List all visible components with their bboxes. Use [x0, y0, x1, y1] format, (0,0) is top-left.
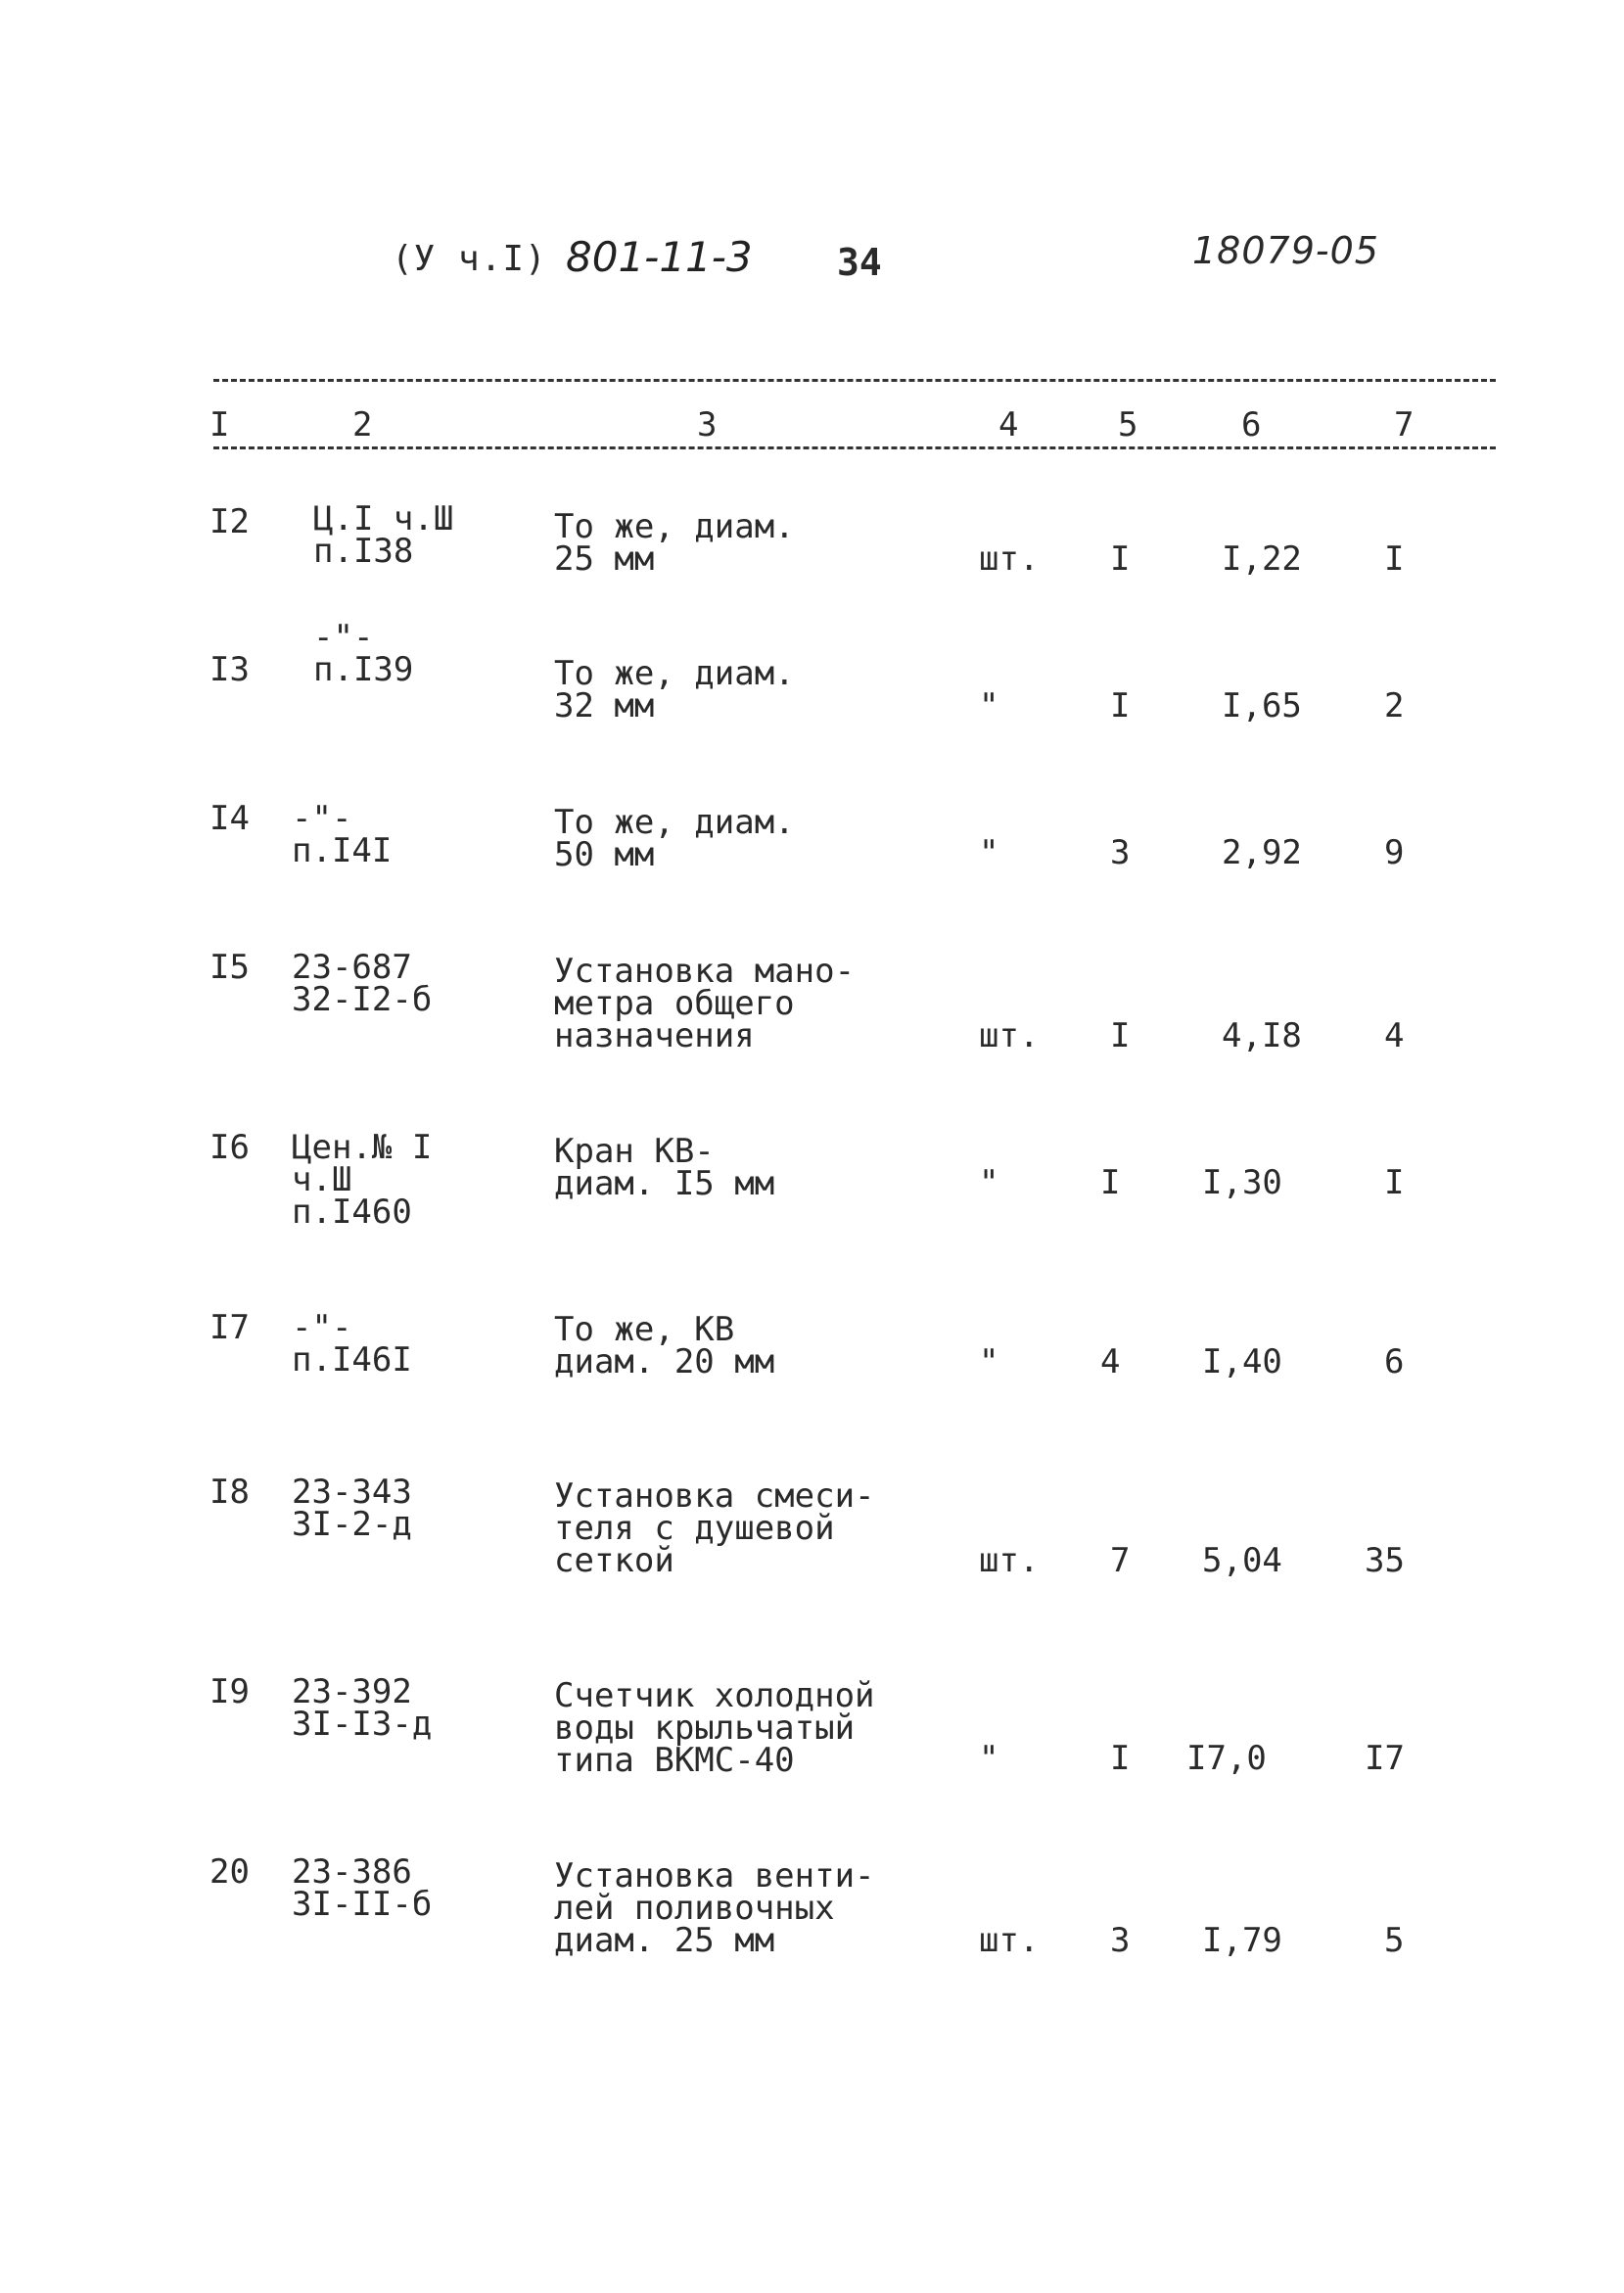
row-reference: -"- п.I46I	[292, 1308, 412, 1380]
row-description: Счетчик холодной воды крыльчатый типа ВКМС-40	[554, 1676, 875, 1780]
row-quantity: I	[1100, 1163, 1121, 1202]
row-total: 2	[1384, 686, 1405, 725]
row-unit-price: 4,I8	[1222, 1016, 1302, 1055]
row-number: I8	[209, 1473, 250, 1512]
row-unit-price: I7,0	[1186, 1739, 1267, 1778]
row-unit: "	[979, 1163, 999, 1202]
column-number-1: I	[209, 405, 230, 445]
row-total: 6	[1384, 1342, 1405, 1381]
document-code: 18079-05	[1192, 229, 1379, 272]
row-quantity: 3	[1110, 1921, 1131, 1960]
row-description: То же, диам. 50 мм	[554, 803, 795, 874]
row-reference: -"- п.I4I	[292, 799, 393, 870]
row-reference: Цен.№ I ч.Ш п.I460	[292, 1128, 433, 1232]
row-unit: шт.	[979, 539, 1040, 579]
row-number: I7	[209, 1308, 250, 1347]
row-reference: -"- п.I39	[313, 618, 414, 689]
row-unit-price: I,65	[1222, 686, 1302, 725]
row-quantity: I	[1110, 686, 1131, 725]
header-volume: (У ч.I)	[392, 239, 547, 279]
row-number: I9	[209, 1672, 250, 1711]
row-total: I	[1384, 1163, 1405, 1202]
row-unit: "	[979, 1739, 999, 1778]
row-unit-price: 5,04	[1202, 1541, 1282, 1580]
row-unit-price: I,22	[1222, 539, 1302, 579]
row-description: Установка смеси- теля с душевой сеткой	[554, 1476, 875, 1580]
row-number: I6	[209, 1128, 250, 1167]
row-number: I3	[209, 650, 250, 689]
table-top-rule	[213, 379, 1496, 382]
row-unit-price: I,30	[1202, 1163, 1282, 1202]
header-handwritten-number: 801-11-3	[566, 233, 753, 281]
row-unit: "	[979, 833, 999, 872]
row-quantity: I	[1110, 539, 1131, 579]
row-reference: Ц.I ч.Ш п.I38	[313, 499, 454, 571]
row-unit-price: I,79	[1202, 1921, 1282, 1960]
row-unit: "	[979, 1342, 999, 1381]
row-description: То же, КВ диам. 20 мм	[554, 1310, 775, 1381]
row-total: I7	[1365, 1739, 1405, 1778]
row-total: 5	[1384, 1921, 1405, 1960]
row-unit-price: 2,92	[1222, 833, 1302, 872]
row-total: 4	[1384, 1016, 1405, 1055]
row-reference: 23-343 3I-2-д	[292, 1473, 412, 1544]
row-quantity: I	[1110, 1016, 1131, 1055]
row-quantity: 3	[1110, 833, 1131, 872]
row-reference: 23-687 32-I2-б	[292, 948, 433, 1019]
column-number-2: 2	[352, 405, 373, 445]
row-quantity: 4	[1100, 1342, 1121, 1381]
table-header-rule	[213, 446, 1496, 449]
column-number-4: 4	[998, 405, 1019, 445]
row-unit: шт.	[979, 1541, 1040, 1580]
row-total: 35	[1365, 1541, 1405, 1580]
row-unit: шт.	[979, 1016, 1040, 1055]
row-number: 20	[209, 1852, 250, 1892]
row-quantity: 7	[1110, 1541, 1131, 1580]
row-description: Кран КВ- диам. I5 мм	[554, 1132, 775, 1203]
row-number: I5	[209, 948, 250, 987]
row-number: I2	[209, 502, 250, 541]
row-total: 9	[1384, 833, 1405, 872]
row-unit: шт.	[979, 1921, 1040, 1960]
row-description: Установка мано- метра общего назначения	[554, 952, 856, 1055]
row-description: То же, диам. 25 мм	[554, 507, 795, 579]
row-description: То же, диам. 32 мм	[554, 654, 795, 725]
row-reference: 23-392 3I-I3-д	[292, 1672, 433, 1744]
column-number-6: 6	[1241, 405, 1262, 445]
row-number: I4	[209, 799, 250, 838]
row-unit: "	[979, 686, 999, 725]
page-number: 34	[837, 241, 882, 284]
column-number-3: 3	[697, 405, 718, 445]
row-reference: 23-386 3I-II-б	[292, 1852, 433, 1924]
row-unit-price: I,40	[1202, 1342, 1282, 1381]
row-quantity: I	[1110, 1739, 1131, 1778]
row-total: I	[1384, 539, 1405, 579]
column-number-7: 7	[1394, 405, 1415, 445]
column-number-5: 5	[1118, 405, 1138, 445]
row-description: Установка венти- лей поливочных диам. 25 мм	[554, 1856, 875, 1960]
